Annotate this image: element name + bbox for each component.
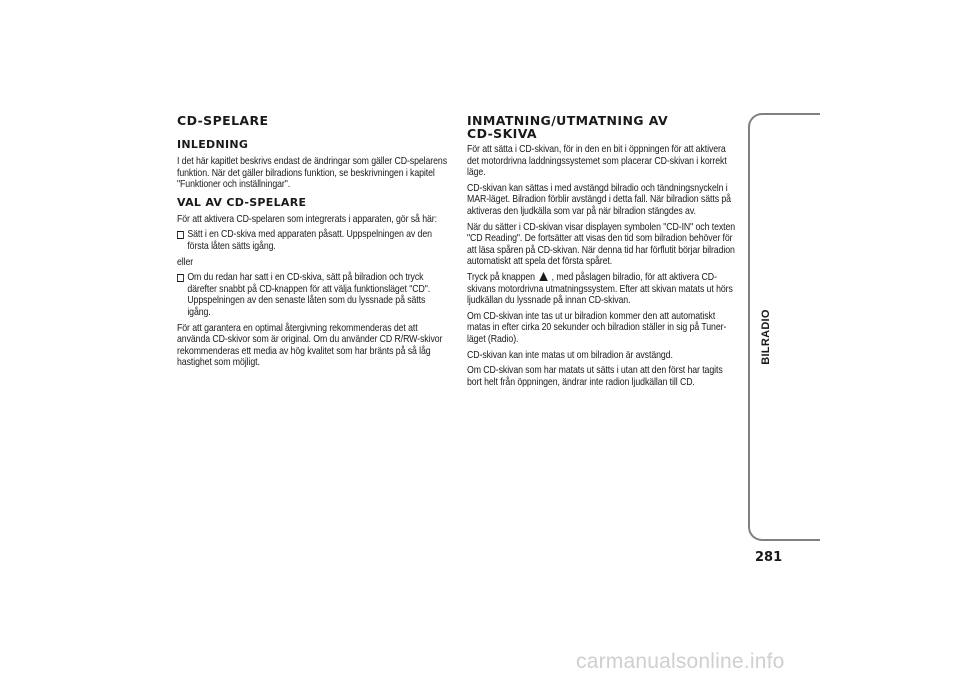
eject-icon (539, 272, 548, 281)
chapter-label: BILRADIO (760, 309, 772, 365)
checkbox-bullet-icon (177, 231, 184, 239)
paragraph-4-end: , med påslagen bilradio, för att aktivera CD-skivans motordrivna utmatningssystem. Efter att skivan matats ut hörs ljudkällan du lyssnade på innan CD-skivan. (467, 271, 733, 307)
paragraph-4 (467, 272, 738, 307)
bullet-text-1: Sätt i en CD-skiva med apparaten påsatt. Uppspelningen av den första låten sätts igång. (187, 229, 432, 252)
paragraph-2: CD-skivan kan sättas i med avstängd bilradio och tändningsnyckeln i MAR-läget. Bilradion förblir avstängd i detta fall. När bilradion sätts på aktiveras den ljudkälla som var på när bilradion stängdes av. (467, 182, 731, 217)
or-text: eller (177, 256, 194, 268)
val-paragraph: För att aktivera CD-spelaren som integrerats i apparaten, gör så här: (177, 213, 437, 225)
bullet-item-2 (177, 272, 448, 318)
quality-paragraph: För att garantera en optimal återgivning rekommenderas det att använda CD-skivor som är original. Om du använder CD R/RW-skivor rekommenderas ett media av hög kvalitet som har bränts på så låg hastighet som möjligt. (177, 322, 443, 369)
right-column (467, 114, 739, 392)
section-title: CD-SPELARE (177, 113, 269, 128)
intro-paragraph: I det här kapitlet beskrivs endast de ändringar som gäller CD-spelarens funktion. När det gäller bilradions funktion, se beskrivningen i kapitel "Funktioner och inställningar". (177, 156, 448, 191)
watermark: carmanualsonline.info (576, 650, 785, 673)
paragraph-4-start: Tryck på knappen (467, 271, 535, 283)
bullet-text-2: Om du redan har satt i en CD-skiva, sätt på bilradion och tryck därefter snabbt på CD-knappen för att välja funktionsläget "CD". Uppspelningen av den senaste låten som du lyssnade på sätts igång. (187, 272, 431, 318)
insert-eject-heading (467, 114, 739, 140)
bullet-item-1 (177, 229, 448, 252)
paragraph-6: CD-skivan kan inte matas ut om bilradion är avstängd. (467, 349, 673, 361)
val-heading: VAL AV CD-SPELARE (177, 195, 307, 209)
intro-heading: INLEDNING (177, 138, 249, 151)
paragraph-5: Om CD-skivan inte tas ut ur bilradion kommer den att automatiskt matas in efter cirka 20 sekunder och bilradion ställer in sig på Tuner-läget (Radio). (467, 310, 727, 345)
paragraph-7: Om CD-skivan som har matats ut sätts i utan att den först har tagits bort helt från öppningen, ändrar inte radion ljudkällan till CD. (467, 365, 723, 388)
left-column (177, 114, 449, 373)
paragraph-3: När du sätter i CD-skivan visar displayen symbolen "CD-IN" och texten "CD Reading". De fortsätter att visas den tid som bilradion behöver för att läsa spåren på CD-skivan. När denna tid har förflutit börjar bilradion automatiskt att spela det första spåret. (467, 221, 736, 268)
heading-line-2: CD-SKIVA (467, 126, 538, 141)
page-number: 281 (755, 550, 783, 565)
heading-line-1: INMATNING/UTMATNING AV (467, 113, 669, 128)
checkbox-bullet-icon (177, 274, 184, 282)
chapter-tab (748, 113, 820, 541)
paragraph-1: För att sätta i CD-skivan, för in den en bit i öppningen för att aktivera det motordrivna laddningssystemet som placerar CD-skivan i korrekt läge. (467, 144, 727, 179)
